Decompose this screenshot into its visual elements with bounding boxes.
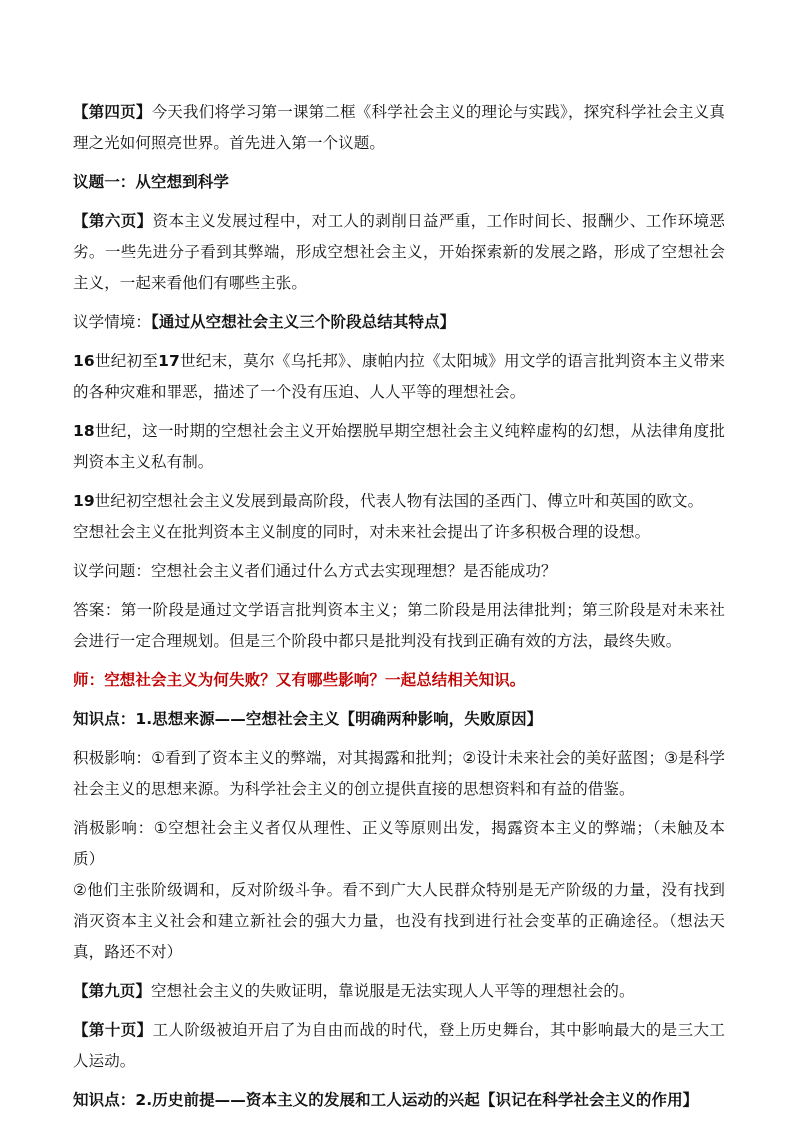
scenario-focus: 【通过从空想社会主义三个阶段总结其特点】 — [151, 313, 456, 331]
page-tag: 【第九页】 — [73, 982, 152, 1000]
negative-impact-continued: ②他们主张阶级调和，反对阶级斗争。看不到广大人民群众特别是无产阶级的力量，没有找到消灭资本主义社会和建立新社会的强大力量，也没有找到进行社会变革的正确途径。（想法天真，路还不对） — [73, 881, 725, 961]
document-body — [73, 97, 725, 1124]
paragraph-text: 世纪初空想社会主义发展到最高阶段，代表人物有法国的圣西门、傅立叶和英国的欧文。 — [94, 492, 704, 510]
paragraph-text: 世纪末，莫尔《乌托邦》、康帕内拉《太阳城》用文学的语言批判资本主义带来的各种灾难和罪恶，描述了一个没有压迫、人人平等的理想社会。 — [73, 352, 725, 401]
paragraph-16th-century — [73, 346, 725, 408]
knowledge-point-two: 知识点：2.历史前提——资本主义的发展和工人运动的兴起【识记在科学社会主义的作用】 — [73, 1091, 699, 1109]
learning-scenario — [73, 307, 725, 338]
topic-one-heading: 议题一：从空想到科学 — [73, 173, 230, 191]
paragraph-text: 世纪，这一时期的空想社会主义开始摆脱早期空想社会主义纯粹虚构的幻想，从法律角度批判资本主义私有制。 — [73, 422, 725, 471]
century-number: 19 — [73, 492, 95, 510]
page-tag: 【第六页】 — [73, 212, 153, 230]
paragraph-18th-century — [73, 416, 725, 478]
paragraph-text: 资本主义发展过程中，对工人的剥削日益严重，工作时间长、报酬少、工作环境恶劣。一些先进分子看到其弊端，形成空想社会主义，开始探索新的发展之路，形成了空想社会主义，一起来看他们有哪些主张。 — [73, 212, 725, 292]
scenario-label: 议学情境： — [73, 313, 152, 331]
paragraph-utopian-summary: 空想社会主义在批判资本主义制度的同时，对未来社会提出了许多积极合理的设想。 — [73, 523, 651, 541]
paragraph-text: 工人阶级被迫开启了为自由而战的时代，登上历史舞台，其中影响最大的是三大工人运动。 — [73, 1021, 725, 1070]
page-tag: 【第四页】 — [73, 103, 152, 121]
positive-impact: 积极影响：①看到了资本主义的弊端，对其揭露和批判；②设计未来社会的美好蓝图；③是科学社会主义的思想来源。为科学社会主义的创立提供直接的思想资料和有益的借鉴。 — [73, 749, 725, 798]
paragraph-text: 世纪初至 — [94, 352, 159, 370]
century-number: 17 — [158, 352, 180, 370]
learning-question: 议学问题：空想社会主义者们通过什么方式去实现理想？是否能成功？ — [73, 562, 557, 580]
century-number: 16 — [73, 352, 95, 370]
negative-impact: 消极影响：①空想社会主义者仅从理性、正义等原则出发，揭露资本主义的弊端；（未触及本质） — [73, 819, 725, 868]
knowledge-point-one: 知识点：1.思想来源——空想社会主义【明确两种影响，失败原因】 — [73, 710, 543, 728]
paragraph-page-nine — [73, 976, 725, 1007]
paragraph-19th-century — [73, 486, 725, 517]
century-number: 18 — [73, 422, 95, 440]
answer-paragraph: 答案：第一阶段是通过文学语言批判资本主义；第二阶段是用法律批判；第三阶段是对未来社会进行一定合理规划。但是三个阶段中都只是批判没有找到正确有效的方法，最终失败。 — [73, 601, 725, 650]
paragraph-page-four — [73, 97, 725, 159]
paragraph-text: 今天我们将学习第一课第二框《科学社会主义的理论与实践》，探究科学社会主义真理之光如何照亮世界。首先进入第一个议题。 — [73, 103, 725, 152]
paragraph-page-ten — [73, 1015, 725, 1077]
paragraph-text: 空想社会主义的失败证明，靠说服是无法实现人人平等的理想社会的。 — [151, 982, 635, 1000]
page-tag: 【第十页】 — [73, 1021, 153, 1039]
teacher-prompt: 师：空想社会主义为何失败？又有哪些影响？一起总结相关知识。 — [73, 671, 526, 689]
paragraph-page-six — [73, 206, 725, 299]
